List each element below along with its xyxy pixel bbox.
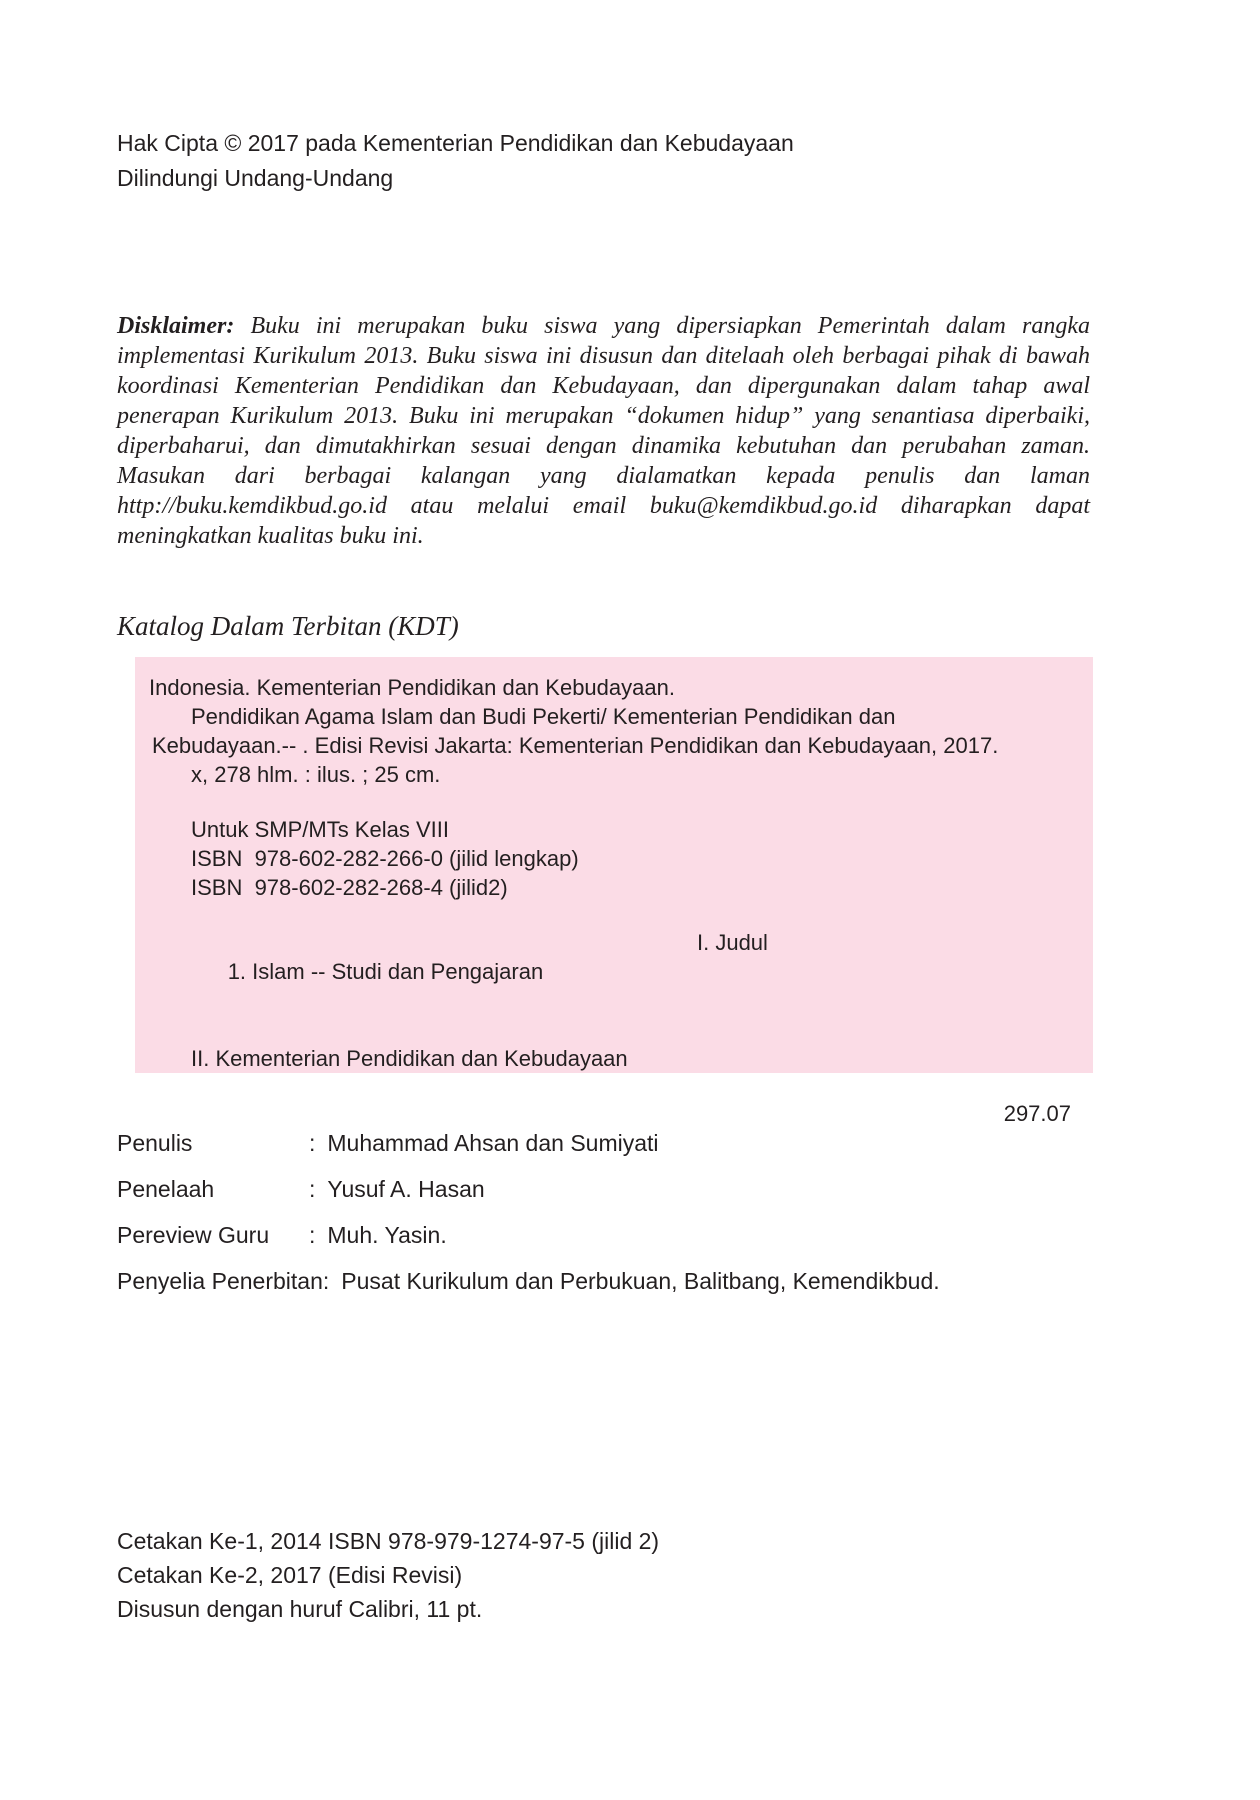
kdt-catalog-box — [135, 657, 1093, 1126]
kdt-isbn-complete: ISBN 978-602-282-266-0 (jilid lengkap) — [191, 846, 579, 871]
kdt-subject-row — [149, 928, 1093, 1044]
disclaimer-text: Buku ini merupakan buku siswa yang dipersiapkan Pemerintah dalam rangka implementasi Kurikulum 2013. Buku siswa ini disusun dan ditelaah oleh berbagai pihak di bawah koordinasi Kementerian Pendidikan dan Kebudayaan, dan dipergunakan dalam tahap awal penerapan Kurikulum 2013. Buku ini merupakan “dokumen hidup” yang senantiasa diperbaiki, diperbaharui, dan dimutakhirkan sesuai dengan dinamika kebutuhan dan perubahan zaman. Masukan dari berbagai kalangan yang dialamatkan kepada penulis dan laman http://buku.kemdikbud.go.id atau melalui email buku@kemdikbud.go.id diharapkan dapat meningkatkan kualitas buku ini. — [117, 313, 1090, 549]
credit-row-penelaah — [117, 1174, 940, 1204]
copyright-line-2: Dilindungi Undang-Undang — [117, 165, 394, 191]
printing-line-1: Cetakan Ke-1, 2014 ISBN 978-979-1274-97-5 (jilid 2) — [117, 1528, 660, 1554]
credit-label: Penelaah — [117, 1176, 215, 1202]
copyright-line-1: Hak Cipta © 2017 pada Kementerian Pendidikan dan Kebudayaan — [117, 130, 794, 156]
disclaimer-label: Disklaimer: — [117, 313, 235, 339]
kdt-isbn-volume: ISBN 978-602-282-268-4 (jilid2) — [191, 875, 508, 900]
credit-row-penyelia-penerbitan — [117, 1266, 940, 1296]
credit-row-penulis — [117, 1128, 940, 1158]
kdt-title-line: Pendidikan Agama Islam dan Budi Pekerti/ Kementerian Pendidikan dan — [191, 704, 896, 729]
credit-value: Muhammad Ahsan dan Sumiyati — [327, 1130, 659, 1156]
kdt-audience-line: Untuk SMP/MTs Kelas VIII — [191, 817, 449, 842]
printing-line-2: Cetakan Ke-2, 2017 (Edisi Revisi) — [117, 1562, 463, 1588]
kdt-imprint-line: Kebudayaan.-- . Edisi Revisi Jakarta: Kementerian Pendidikan dan Kebudayaan, 2017. — [152, 733, 999, 758]
credit-value: Yusuf A. Hasan — [327, 1176, 485, 1202]
printing-line-3: Disusun dengan huruf Calibri, 11 pt. — [117, 1596, 483, 1622]
credit-separator: : — [309, 1222, 316, 1248]
credit-label: Penulis — [117, 1130, 193, 1156]
credit-label: Pereview Guru — [117, 1222, 270, 1248]
credits-list — [117, 1128, 940, 1312]
credit-label: Penyelia Penerbitan — [117, 1268, 323, 1294]
kdt-entry-heading: Indonesia. Kementerian Pendidikan dan Kebudayaan. — [149, 675, 675, 700]
credit-separator: : — [322, 1268, 330, 1294]
credit-row-pereview-guru — [117, 1220, 940, 1250]
credit-value: Muh. Yasin. — [327, 1222, 447, 1248]
kdt-title-entry: I. Judul — [697, 930, 768, 955]
printing-history — [117, 1524, 659, 1626]
credit-separator: : — [309, 1130, 316, 1156]
kdt-corporate-entry: II. Kementerian Pendidikan dan Kebudayaan — [191, 1046, 628, 1071]
kdt-subject-entry: 1. Islam -- Studi dan Pengajaran — [227, 959, 544, 984]
kdt-heading: Katalog Dalam Terbitan (KDT) — [117, 611, 459, 641]
copyright-notice — [117, 126, 794, 196]
disclaimer-paragraph — [117, 311, 1090, 551]
kdt-collation-line: x, 278 hlm. : ilus. ; 25 cm. — [191, 762, 441, 787]
credit-separator: : — [309, 1176, 316, 1202]
kdt-ddc-number: 297.07 — [1003, 1101, 1071, 1126]
credit-value: Pusat Kurikulum dan Perbukuan, Balitbang, Kemendikbud. — [341, 1268, 940, 1294]
